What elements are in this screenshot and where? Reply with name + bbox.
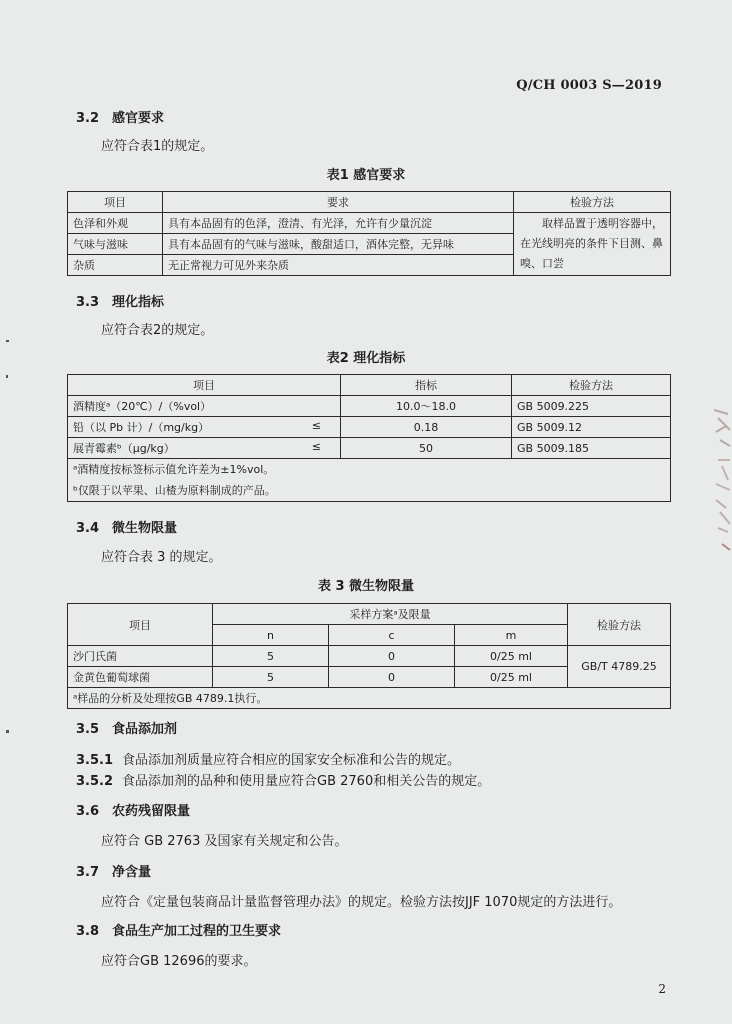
table-header-row bbox=[68, 375, 671, 396]
cell-m: 0/25 ml bbox=[455, 667, 568, 688]
section-title: 净含量 bbox=[112, 865, 152, 880]
table-note: ᵇ仅限于以苹果、山楂为原料制成的产品。 bbox=[73, 484, 276, 497]
header-method: 检验方法 bbox=[514, 192, 671, 213]
cell-item: 杂质 bbox=[68, 255, 163, 276]
section-title: 食品生产加工过程的卫生要求 bbox=[112, 924, 282, 939]
section-title: 农药残留限量 bbox=[112, 804, 191, 819]
header-requirement: 要求 bbox=[163, 192, 514, 213]
section-heading-3-8 bbox=[76, 920, 281, 939]
cell-item: 色泽和外观 bbox=[68, 213, 163, 234]
cell-method: GB 5009.12 bbox=[512, 417, 671, 438]
section-text-3-6: 应符合 GB 2763 及国家有关规定和公告。 bbox=[101, 834, 348, 849]
cell-method: GB 5009.225 bbox=[512, 396, 671, 417]
section-number: 3.5 bbox=[76, 722, 100, 737]
cell-requirement: 无正常视力可见外来杂质 bbox=[163, 255, 514, 276]
item-label: 酒精度ᵃ（20℃）/（%vol） bbox=[73, 400, 212, 413]
header-item: 项目 bbox=[68, 375, 341, 396]
cell-n: 5 bbox=[213, 667, 329, 688]
section-heading-3-3 bbox=[76, 291, 164, 310]
section-number: 3.7 bbox=[76, 865, 100, 880]
standard-code: Q/CH 0003 S—2019 bbox=[516, 78, 662, 93]
cell-c: 0 bbox=[329, 646, 455, 667]
stamp-edge-fragment bbox=[708, 400, 732, 560]
header-method: 检验方法 bbox=[568, 604, 671, 646]
section-number: 3.8 bbox=[76, 924, 100, 939]
header-m: m bbox=[455, 625, 568, 646]
table-sensory bbox=[67, 191, 671, 276]
section-number: 3.2 bbox=[76, 111, 100, 126]
item-label: 展青霉素ᵇ（μg/kg） bbox=[73, 442, 175, 455]
cell-c: 0 bbox=[329, 667, 455, 688]
cell-item bbox=[68, 417, 341, 438]
table-row bbox=[68, 396, 671, 417]
header-item: 项目 bbox=[68, 192, 163, 213]
section-number: 3.6 bbox=[76, 804, 100, 819]
scan-speck bbox=[6, 375, 8, 378]
table-note: ᵃ酒精度按标签标示值允许差为±1%vol。 bbox=[73, 463, 275, 476]
table-microbial bbox=[67, 603, 671, 709]
table-row bbox=[68, 646, 671, 667]
cell-method: GB 5009.185 bbox=[512, 438, 671, 459]
cell-method: 取样品置于透明容器中，在光线明亮的条件下目测、鼻嗅、口尝 bbox=[514, 213, 671, 276]
leq-symbol: ≤ bbox=[311, 440, 321, 453]
header-n: n bbox=[213, 625, 329, 646]
cell-item: 气味与滋味 bbox=[68, 234, 163, 255]
header-method: 检验方法 bbox=[512, 375, 671, 396]
clause-text: 食品添加剂的品种和使用量应符合GB 2760和相关公告的规定。 bbox=[122, 774, 491, 789]
header-plan: 采样方案ᵃ及限量 bbox=[213, 604, 568, 625]
cell-value: 10.0～18.0 bbox=[341, 396, 512, 417]
cell-item bbox=[68, 396, 341, 417]
section-heading-3-7 bbox=[76, 861, 151, 880]
section-title: 食品添加剂 bbox=[112, 722, 178, 737]
section-title: 理化指标 bbox=[112, 295, 165, 310]
scan-speck bbox=[6, 730, 9, 733]
section-number: 3.3 bbox=[76, 295, 100, 310]
table2-caption: 表2 理化指标 bbox=[326, 351, 406, 366]
cell-requirement: 具有本品固有的色泽，澄清、有光泽，允许有少量沉淀 bbox=[163, 213, 514, 234]
clause-3-5-1 bbox=[76, 749, 460, 768]
cell-requirement: 具有本品固有的气味与滋味，酸甜适口，酒体完整，无异味 bbox=[163, 234, 514, 255]
section-text-3-7: 应符合《定量包装商品计量监督管理办法》的规定。检验方法按JJF 1070规定的方法进行。 bbox=[101, 895, 622, 910]
section-heading-3-4 bbox=[76, 517, 177, 536]
leq-symbol: ≤ bbox=[311, 419, 321, 432]
table-row bbox=[68, 417, 671, 438]
section-title: 感官要求 bbox=[112, 111, 165, 126]
table1-caption: 表1 感官要求 bbox=[326, 168, 406, 183]
cell-item: 沙门氏菌 bbox=[68, 646, 213, 667]
clause-number: 3.5.2 bbox=[76, 774, 114, 789]
page-number: 2 bbox=[658, 982, 666, 996]
header-c: c bbox=[329, 625, 455, 646]
scan-speck bbox=[6, 340, 9, 342]
table-note: ᵃ样品的分析及处理按GB 4789.1执行。 bbox=[68, 688, 671, 709]
table-header-row bbox=[68, 192, 671, 213]
header-item: 项目 bbox=[68, 604, 213, 646]
section-text-3-4: 应符合表 3 的规定。 bbox=[101, 550, 222, 565]
header-value: 指标 bbox=[341, 375, 512, 396]
item-label: 铅（以 Pb 计）/（mg/kg） bbox=[73, 421, 210, 434]
cell-item: 金黄色葡萄球菌 bbox=[68, 667, 213, 688]
section-heading-3-2 bbox=[76, 107, 164, 126]
cell-value: 50 bbox=[341, 438, 512, 459]
section-title: 微生物限量 bbox=[112, 521, 178, 536]
table-row bbox=[68, 213, 671, 234]
table-header-row bbox=[68, 604, 671, 625]
cell-m: 0/25 ml bbox=[455, 646, 568, 667]
section-heading-3-6 bbox=[76, 800, 190, 819]
table-notes-row bbox=[68, 688, 671, 709]
table-notes-row bbox=[68, 459, 671, 502]
table-notes bbox=[68, 459, 671, 502]
section-text-3-3: 应符合表2的规定。 bbox=[101, 323, 214, 338]
table3-caption: 表 3 微生物限量 bbox=[317, 579, 415, 594]
clause-text: 食品添加剂质量应符合相应的国家安全标准和公告的规定。 bbox=[122, 753, 461, 768]
cell-value: 0.18 bbox=[341, 417, 512, 438]
cell-n: 5 bbox=[213, 646, 329, 667]
table-row bbox=[68, 438, 671, 459]
section-heading-3-5 bbox=[76, 718, 177, 737]
clause-number: 3.5.1 bbox=[76, 753, 114, 768]
cell-method: GB/T 4789.25 bbox=[568, 646, 671, 688]
table-physicochemical bbox=[67, 374, 671, 502]
cell-item bbox=[68, 438, 341, 459]
section-text-3-8: 应符合GB 12696的要求。 bbox=[101, 954, 257, 969]
section-number: 3.4 bbox=[76, 521, 100, 536]
section-text-3-2: 应符合表1的规定。 bbox=[101, 139, 214, 154]
clause-3-5-2 bbox=[76, 770, 490, 789]
